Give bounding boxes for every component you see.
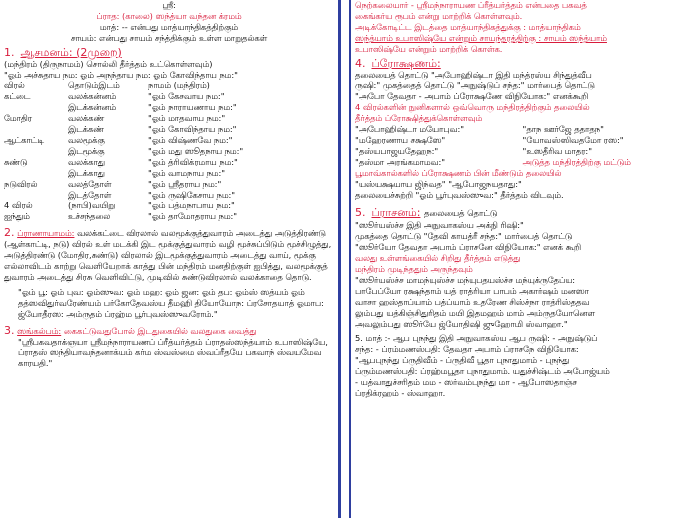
mantra-pair: [355, 124, 690, 135]
finger-cell: சுண்டு: [4, 156, 28, 167]
prokshanam-line: தீர்த்தம் ப்ரோக்ஷித்துக்கொள்ளவும்: [355, 113, 483, 124]
section-title: ப்ராசனம்:: [371, 206, 421, 220]
mantra-text: "மஹேரணாய சக்ஷஸே": [355, 134, 446, 145]
touch-place-cell: வலக்கண்: [68, 113, 104, 124]
mantra-cell: "ஓம் மாதவாய நம:": [148, 113, 226, 124]
prokshanam-after: "யஸ்யக்ஷயாய ஜிந்வத" "ஆபோஜநயதாது:": [355, 178, 522, 189]
finger-cell: நடுவிரல்: [4, 178, 38, 189]
mantra-pair: [355, 135, 690, 146]
finger-cell: மோதிர: [4, 113, 32, 124]
mantra-text: "அபோஹிஷ்டா மயோபுவ:": [355, 124, 465, 135]
madhyahnika-variation: [355, 333, 690, 398]
section-title: ப்ரோக்ஷணம்:: [371, 56, 441, 70]
touch-place-cell: இடக்கண்: [68, 124, 104, 135]
left-header: [4, 0, 334, 44]
nyasa-row: [4, 124, 243, 135]
sankalpam-sub: கைகட்டுவதுபோல் இடதுகையில் வலதுகை வைத்து: [63, 325, 257, 336]
mantra-cell: "ஓம் ஸ்ரீதராய நம:": [148, 178, 222, 189]
sri-heading: ஸ்ரீ:: [162, 0, 176, 10]
mantra-cell: நாமம் (மந்திரம்): [148, 80, 210, 91]
nyasa-row: [4, 168, 243, 179]
prokshanam-mantras: [355, 124, 690, 168]
finger-cell: [4, 168, 68, 179]
prasanam-sub: தலையைத் தொட்டு: [423, 208, 498, 219]
touch-place-cell: (நாபி)வயிறு: [68, 200, 116, 211]
finger-cell: [4, 124, 68, 135]
section-sankalpam: [4, 324, 334, 337]
prasanam-line: வாசா ஹஸ்தாப்யாம் பத்ப்யாம் உதரேண சிஸ்ச்நா ராத்ரிஸ்ததவ: [355, 296, 590, 307]
prasanam-line: வலது உள்ளங்கையில் சிறிது தீர்த்தம் எடுத்து: [355, 253, 521, 264]
prasanam-line: லும்பது யத்கிஞ்சிதுரிதம் மயி இதமஹம் மாம் அம்ருதயோனௌ: [355, 307, 595, 318]
mantra-pair: [355, 157, 690, 168]
mantra-text: "தஸ்யபாஜயதேஹந:": [355, 145, 439, 156]
finger-cell: [4, 102, 68, 113]
achamanam-mantra: "ஓம் அச்சுதாய நம: ஓம் அநந்தாய நம: ஓம் கோவிந்தாய நம:": [4, 69, 238, 80]
mantra-cell: "ஓம் பத்மநாபாய நம:": [148, 200, 235, 211]
prasanam-line: பாபேப்யோ ரக்ஷந்தாம் யத் ராத்ரியா பாபம் அகார்ஷம் மனஸா: [355, 285, 589, 296]
madhya-line: ப்ரும்மணஸ்பதி: ப்ரஹ்மபூதா புநாதுமாம். யதுச்சிஷ்டம் அபோஜ்யம்: [355, 366, 610, 377]
mantra-text: "தஸ்மா அரங்கமாமவ:": [355, 156, 446, 167]
note-line: ஸந்த்யாம் உபாஸிஷ்யே என்றும் சாயந்தரத்திற்கு : சாயம் ஸந்த்யாம்: [355, 32, 607, 43]
mantra-cell: "ஓம் கோவிந்தாய நம:": [148, 124, 237, 135]
left-page: [4, 0, 341, 518]
prokshanam-line: 4 விரல்களின் நுனிகளால் ஒவ்வொரு மந்திரத்திற்கும் தலையில்: [355, 102, 590, 113]
touch-place-cell: வலத்தோள்: [68, 178, 112, 189]
pranayamam-text: வலக்கட்டை விரலால் வலமூக்குத்துவாரம் அடைத்து அடுத்திரண்டு (ஆள்காட்டி, நடு) விரல் உள் மடக்கி இட மூக்குத்துவாரம் வழி மூச்சுப்பிடும் மூச்சிழுத்து, அடுத்திரண்டு (மோதிர,சுண்டு) விரலால் இடமூக்குத்துவாரம் அடைத்து வாய், மூக்கு எல்லாவிடம் காற்று வெளியேறாக் காத்து பின் மந்திரம் மனதிற்குள் ஐபித்து, வலமூக்குத் துவாரம் அடைத்து சிரசு வெளிவிட்டு, முடிவில் சுண்டுவிரலால் வலக்காதை தொடு.: [4, 228, 332, 282]
nyasa-row: [4, 102, 243, 113]
pranayamam-mantra: "ஓம் பூ: ஓம் புவ: ஓம்ஸுவ: ஓம் மஹ: ஓம் ஜன: ஓம் தப: ஓம்ஸ் ஸத்யம் ஓம் தத்ஸவிதுர்வரேண்யம் பர்கோதேவஸ்ய தீமஹி தியோயோந: ப்ரசோதயாத் ஓமாப: ஜ்யோதீரஸ: அம்ருதம் ப்ரஹ்ம பூர்புவஸ்ஸுவரோம்.": [18, 286, 324, 319]
finger-cell: [4, 146, 68, 157]
nyasa-row: [4, 157, 243, 168]
madhya-line: 5. மாத் :- ஆப புநந்து இதி அநுவாகஸ்ய ஆப ருஷி: - அநுஷ்டுப்: [355, 333, 598, 344]
mantra-cell: "ஓம் நாராயணாய நம:": [148, 102, 237, 113]
finger-cell: ஐந்தும்: [4, 211, 30, 222]
prokshanam-line: தலையைத் தொட்டு "அபோஹிஷ்டா இதி மந்த்ரஸ்ய சிந்துத்வீப: [355, 69, 592, 80]
touch-place-cell: இடக்காது: [68, 167, 105, 178]
touch-place-cell: வலக்காது: [68, 156, 105, 167]
section-prokshanam-heading: [355, 57, 690, 70]
nyasa-row: [4, 91, 243, 102]
mantra-cell: "ஓம் தாமோதராய நம:": [148, 211, 238, 222]
document-title: ப்ராத: (காலை) ஸந்த்யா வந்தன க்ரமம்: [96, 10, 242, 21]
section-number: 4.: [355, 56, 366, 70]
prasanam-line: "ஸூர்யோ தேவதா அபாம் ப்ராசனே விநியோக:" எனக் கூறி: [355, 242, 582, 253]
mantra-cell: "ஓம் மது ஸூதநாய நம:": [148, 145, 244, 156]
madhya-note: மாத்: -- என்பது மாத்யாந்திகத்திற்கும்: [99, 21, 239, 32]
prasanam-body: [355, 220, 690, 329]
note-line: நெற்கலையார் - ஸ்ரீமந்நாராயண ப்ரீத்யர்த்தம் என்பதை பகவத்: [355, 0, 587, 10]
section-title: ஸங்கல்பம்:: [17, 325, 62, 336]
section-number: 5.: [355, 206, 366, 220]
finger-cell: 4 விரல்: [4, 200, 33, 211]
madhya-line: "ஆபபுநந்து ப்ருதிவீம் - ப்ருதிவீ பூதா புநாதுமாம் - புநந்து: [355, 355, 570, 366]
mantra-cell: "ஓம் த்ரிவிக்ரமாய நம:": [148, 156, 238, 167]
section-title: ப்ராணாயாமம்:: [17, 228, 75, 239]
finger-cell: கட்டை: [4, 91, 31, 102]
touch-place-cell: உச்சந்தலை: [68, 211, 111, 222]
achamanam-instruction: (மந்திரம் (திருநாமம்) சொல்லி தீர்த்தம் உட்கொள்ளவும்): [4, 58, 213, 69]
section-prasanam-heading: [355, 206, 690, 220]
note-line: கைங்கர்ய ரூபம் என்று மாற்றிக் கொள்ளவும்.: [355, 10, 523, 21]
touch-place-cell: இடக்கன்னம்: [68, 102, 117, 113]
right-page: [349, 0, 690, 518]
prokshanam-line: "அபோ தேவதா - அபாம் ப்ரோக்ஷணே விநியோக:" எனக்கூறி: [355, 91, 589, 102]
variation-note: [355, 0, 690, 55]
mantra-cell: "ஓம் விஷ்ணவே நம:": [148, 134, 233, 145]
note-line: அடிக்கோடிட்ட இடத்தை மாத்யாந்திகத்துக்கு : மாத்யாந்திகம்: [355, 21, 581, 32]
prasanam-line: "ஸூர்யஸ்ச்ச மாமந்யுஸ்ச்ச மந்யுபதயஸ்ச்ச மந்யுக்ருதேப்ய:: [355, 274, 576, 285]
nyasa-row: [4, 113, 243, 124]
madhya-line: சந்த: - ப்ரம்மணஸ்பதி: தேவதா அபாம் ப்ராசநே விநியோக:: [355, 344, 579, 355]
section-achamanam-heading: [4, 46, 334, 59]
touch-place-cell: வலக்கன்னம்: [68, 91, 117, 102]
mantra-cell: "ஓம் வாமநாய நம:": [148, 167, 226, 178]
section-pranayamam: [4, 226, 334, 283]
nyasa-row: [4, 211, 243, 222]
madhya-line: - யத்வாதுச்சரிதம் மம - ஸர்வம்புநந்து மா - ஆபோஸதாஞ்ச: [355, 377, 577, 388]
prasanam-line: அவலும்பது ஸூர்யே ஜ்யோதிஷி ஜுஹோமி ஸ்வாஹா.": [355, 318, 568, 329]
note-line: உபாஸிஷ்யே என்றும் மாற்றிக் கொள்க.: [355, 43, 503, 54]
nyasa-table: [4, 80, 243, 222]
nyasa-row: [4, 146, 243, 157]
mantra-text: "உஸதீரிவ மாதர:": [522, 145, 593, 156]
section-number: 1.: [4, 45, 15, 59]
touch-place-cell: இடமூக்கு: [68, 145, 105, 156]
sayam-note: சாயம்: என்பது சாயம் சந்த்திக்கும் உள்ள மாறுதல்கள்: [70, 32, 268, 43]
prasanam-line: முகத்தை தொட்டு "தேவி காயத்ரீ சந்த:" மார்பைத் தொட்டு: [355, 231, 573, 242]
sankalpam-mantra: "ஸ்ரீபகவதாக்ஞயா ஸ்ரீமந்நாராயணப் ப்ரீத்யர்த்தம் ப்ராதஸ்ஸந்த்யாம் உபாஸிஷ்யே, ப்ராதஸ் ஸந்தியாவந்தனாக்யம் கர்ம ஸ்வஸ்மை ஸ்வப்ரீதயே பகவாந் ஸ்வயமேவ காரயதி.": [18, 336, 328, 369]
touch-place-cell: வலமூக்கு: [68, 134, 105, 145]
madhya-line: ப்ரதிக்ரஹம் - ஸ்வாஹா.: [355, 388, 446, 398]
prokshanam-line: ருஷி:" முகத்தைத் தொட்டு "அநுஷ்டுப் சந்த:" மார்பைத் தொட்டு: [355, 80, 595, 91]
nyasa-header-row: [4, 80, 243, 91]
mantra-text: "தாந ஊர்ஜே ததாதந": [522, 124, 604, 135]
prokshanam-after: தலையைச்சுற்றி "ஓம் பூர்புவஸ்ஸுவ:" தீர்த்தம் விடவும்.: [355, 189, 564, 200]
nyasa-row: [4, 179, 243, 190]
mantra-text: "யோவஸ்ஸிவதமோ ரஸ:": [522, 134, 624, 145]
nyasa-row: [4, 190, 243, 201]
nyasa-row: [4, 135, 243, 146]
section-number: 3.: [4, 323, 15, 337]
mantra-cell: "ஓம் ருஷிகேசாய நம:": [148, 189, 236, 200]
section-title: ஆசமனம்: (2முறை): [20, 45, 122, 59]
section-number: 2.: [4, 226, 15, 240]
prokshanam-after: பூமாவ்கால்களில் ப்ரோக்ஷணம் பின் மீண்டும் தலையில்: [355, 167, 562, 178]
prasanam-line: மந்திரம் முடிந்ததும் அருந்தவும்: [355, 264, 473, 275]
finger-cell: விரல்: [4, 80, 25, 91]
finger-cell: ஆட்காட்டி: [4, 134, 44, 145]
finger-cell: [4, 190, 68, 201]
mantra-cell: "ஓம் கேசவாய நம:": [148, 91, 225, 102]
touch-place-cell: இடத்தோள்: [68, 189, 112, 200]
prasanam-line: "ஸூர்யஸ்ச்ச இதி அநுவாகஸ்ய அக்நி ரிஷி:": [355, 220, 524, 231]
mantra-note: அடுத்த மந்திரத்திற்கு மட்டும்: [522, 156, 631, 167]
touch-place-cell: தொடும்இடம்: [68, 80, 120, 91]
nyasa-row: [4, 200, 243, 211]
mantra-pair: [355, 146, 690, 157]
